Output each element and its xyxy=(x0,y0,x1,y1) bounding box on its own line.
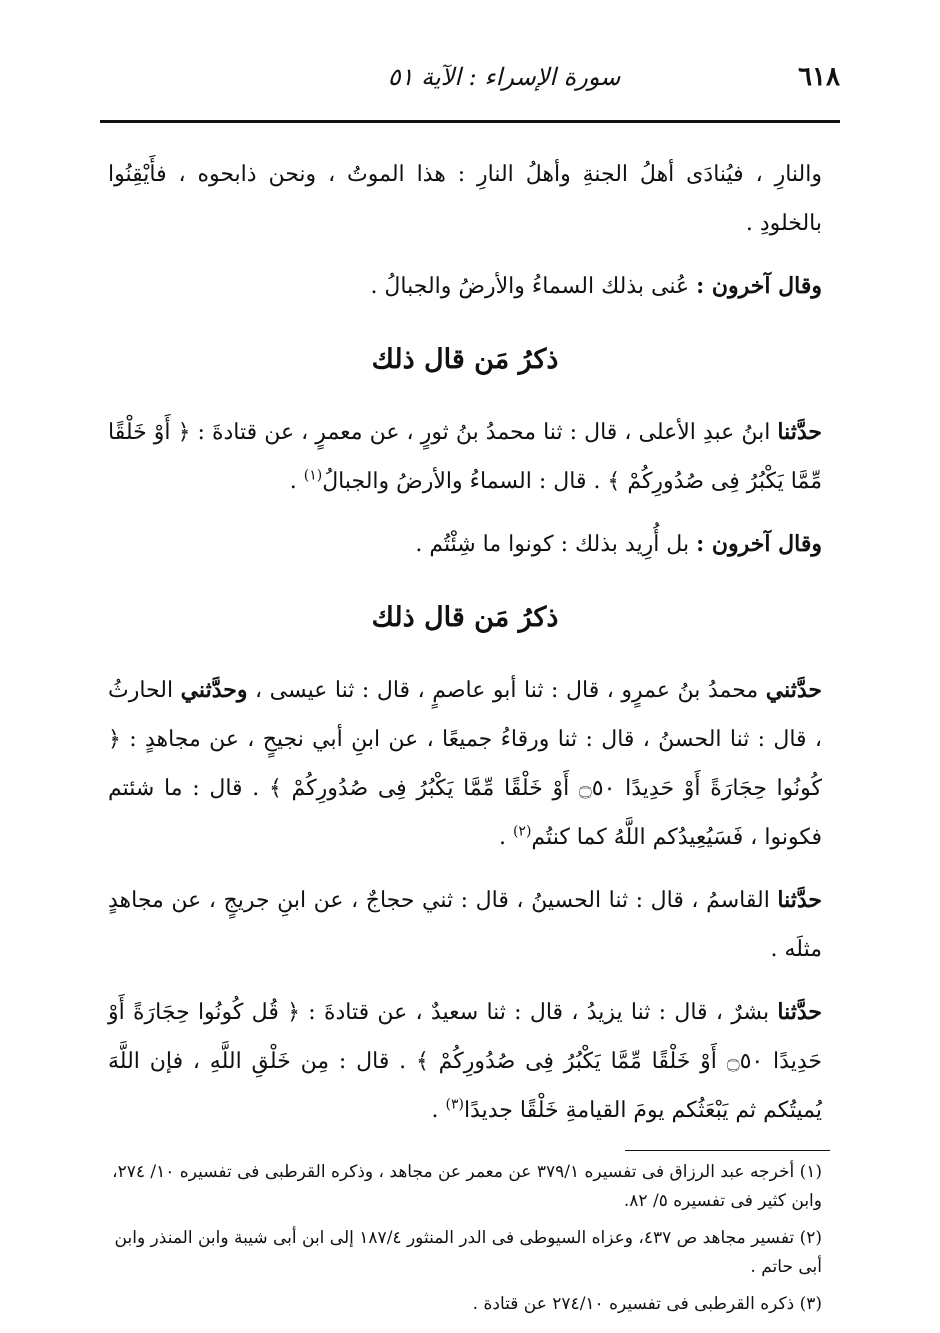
footnote-2: (٢) تفسير مجاهد ص ٤٣٧، وعزاه السيوطى فى الدر المنثور ١٨٧/٤ إلى ابن أبى شيبة وابن المنذر وابن أبى حاتم . xyxy=(114,1228,822,1277)
paragraph-7: حدَّثنا بشرٌ ، قال : ثنا يزيدُ ، قال : ثنا سعيدٌ ، عن قتادةَ : ﴿ قُل كُونُوا حِجَارَةً أَوْ حَدِيدًا ۝٥٠ أَوْ خَلْقًا مِّمَّا يَكْبُرُ فِى صُدُورِكُمْ ﴾ . قال : مِن خَلْقِ اللَّهِ ، فإن اللَّهَ يُميتُكم ثم يَبْعَثُكم يومَ القيامةِ خَلْقًا جديدًا$^{(٣)}$ . xyxy=(108,999,822,1123)
footnote-ref-2: (٢) xyxy=(512,823,532,840)
section-heading-2: ذكرُ مَن قال ذلك xyxy=(371,602,559,633)
running-head: سورة الإسراء : الآية ٥١ xyxy=(387,63,621,91)
paragraph-4: وقال آخرون : بل أُرِيد بذلك : كونوا ما شِئْتُم . xyxy=(415,531,822,557)
footnote-1: (١) أخرجه عبد الرزاق فى تفسيره ٣٧٩/١ عن معمر عن مجاهد ، وذكره القرطبى فى تفسيره ١٠/ ٢٧٤، وابن كثير فى تفسيره ٥/ ٨٢. xyxy=(112,1162,822,1211)
footnote-rule xyxy=(625,1150,830,1151)
footnote-ref-1: (١) xyxy=(303,467,323,484)
header-rule xyxy=(100,120,840,123)
page-header xyxy=(100,62,840,102)
paragraph-6: حدَّثنا القاسمُ ، قال : ثنا الحسينُ ، قال : ثني حجاجٌ ، عن ابنِ جريجٍ ، عن مجاهدٍ مثلَه . xyxy=(108,887,822,962)
paragraph-1: والنارِ ، فيُنادَى أهلُ الجنةِ وأهلُ النارِ : هذا الموتُ ، ونحن ذابحوه ، فأَيْقِنُوا بالخلودِ . xyxy=(108,162,822,236)
footnote-ref-3: (٣) xyxy=(445,1096,464,1113)
section-heading-1: ذكرُ مَن قال ذلك xyxy=(371,344,559,375)
paragraph-3: حدَّثنا ابنُ عبدِ الأعلى ، قال : ثنا محمدُ بنُ ثورٍ ، عن معمرٍ ، عن قتادةَ : ﴿ أَوْ خَلْقًا مِّمَّا يَكْبُرُ فِى صُدُورِكُمْ ﴾ . قال : السماءُ والأرضُ والجبالُ$^{(١)}$ . xyxy=(108,419,822,494)
main-text xyxy=(108,150,822,1149)
page-number: ٦١٨ xyxy=(798,62,840,92)
footnotes xyxy=(108,1158,822,1327)
paragraph-2: وقال آخرون : عُنى بذلك السماءُ والأرضُ والجبالُ . xyxy=(370,273,822,299)
footnote-3: (٣) ذكره القرطبى فى تفسيره ٢٧٤/١٠ عن قتادة . xyxy=(472,1294,822,1314)
paragraph-5: حدَّثني محمدُ بنُ عمرٍو ، قال : ثنا أبو عاصمٍ ، قال : ثنا عيسى ، وحدَّثني الحارثُ ، قال : ثنا الحسنُ ، قال : ثنا ورقاءُ جميعًا ، عن ابنِ أبي نجيحٍ ، عن مجاهدٍ : ﴿ كُونُوا حِجَارَةً أَوْ حَدِيدًا ۝٥٠ أَوْ خَلْقًا مِّمَّا يَكْبُرُ فِى صُدُورِكُمْ ﴾ . قال : ما شئتم فكونوا ، فَسَيُعِيدُكم اللَّهُ كما كنتُم$^{(٢)}$ . xyxy=(108,677,822,850)
